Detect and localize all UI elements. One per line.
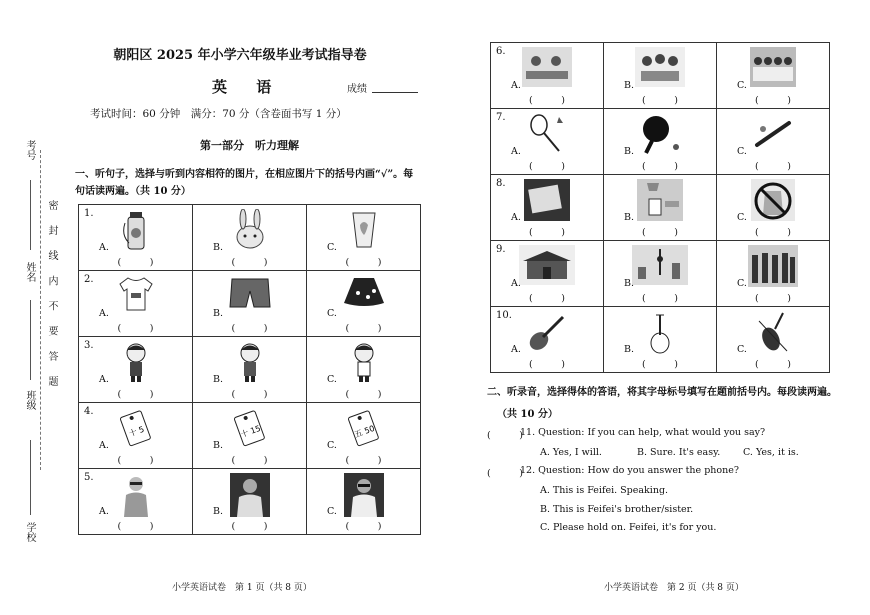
q3-c-answer[interactable]: ( ) xyxy=(345,389,382,400)
side-label-class: 班级 xyxy=(24,390,35,410)
side-label-kaohao: 考号 xyxy=(24,140,35,160)
q1-a-answer[interactable]: ( ) xyxy=(117,257,154,268)
section2-instruction: 二、听录音，选择得体的答语，将其字母标号填写在题前括号内。每段读两遍。 xyxy=(487,387,837,398)
q10-option-b: B. xyxy=(624,344,635,355)
q4-number: 4. xyxy=(84,406,94,417)
q7-c-answer[interactable]: ( ) xyxy=(755,161,791,172)
q5-a-answer[interactable]: ( ) xyxy=(117,521,154,532)
q2-option-c: C. xyxy=(327,308,337,319)
seal-line xyxy=(40,150,41,470)
q7-number: 7. xyxy=(496,112,506,123)
q10-option-c: C. xyxy=(737,344,747,355)
q11-option-b: B. Sure. It's easy. xyxy=(637,447,721,458)
man-photo-icon xyxy=(230,473,270,517)
q8-b-answer[interactable]: ( ) xyxy=(642,227,678,238)
q2-c-answer[interactable]: ( ) xyxy=(345,323,382,334)
subject-title: 英 语 xyxy=(212,78,284,96)
price-tag-icon xyxy=(344,407,384,447)
section2-points: （共 10 分） xyxy=(497,409,558,420)
no-plastic-bag-icon xyxy=(751,179,795,221)
q9-c-answer[interactable]: ( ) xyxy=(755,293,791,304)
q12-option-c: C. Please hold on. Feifei, it's for you. xyxy=(540,522,717,533)
q9-option-b: B. xyxy=(624,278,635,289)
q6-b-answer[interactable]: ( ) xyxy=(642,95,678,106)
school-line xyxy=(30,440,31,515)
q2-a-answer[interactable]: ( ) xyxy=(117,323,154,334)
q4-c-answer[interactable]: ( ) xyxy=(345,455,382,466)
baseball-bat-icon xyxy=(751,113,795,155)
class-line xyxy=(30,300,31,380)
q9-b-answer[interactable]: ( ) xyxy=(642,293,678,304)
q10-b-answer[interactable]: ( ) xyxy=(642,359,678,370)
score-label: 成绩 xyxy=(347,84,367,95)
right-footer: 小学英语试卷 第 2 页（共 8 页） xyxy=(604,583,744,593)
boy-cartoon-icon xyxy=(121,341,151,383)
q8-option-a: A. xyxy=(511,212,521,223)
ping-pong-paddle-icon xyxy=(638,113,682,155)
section1-instruction: 一、听句子，选择与听到内容相符的图片，在相应图片下的括号内画“√”。每句话读两遍。（共 10 分） xyxy=(75,169,414,197)
q4-option-c: C. xyxy=(327,440,337,451)
tiananmen-photo-icon xyxy=(519,245,575,285)
students-desk-photo-icon xyxy=(522,47,572,87)
q2-option-a: A. xyxy=(99,308,109,319)
q1-number: 1. xyxy=(84,208,94,219)
q2-b-answer[interactable]: ( ) xyxy=(231,323,268,334)
terracotta-warriors-photo-icon xyxy=(748,245,798,287)
boy-cartoon-icon xyxy=(235,341,265,383)
q3-number: 3. xyxy=(84,340,94,351)
q4-a-tag: 十 5 xyxy=(127,424,145,439)
students-line-photo-icon xyxy=(750,47,796,87)
q7-option-a: A. xyxy=(511,146,521,157)
left-footer: 小学英语试卷 第 1 页（共 8 页） xyxy=(172,583,312,593)
q5-option-b: B. xyxy=(213,506,224,517)
q11-option-a: A. Yes, I will. xyxy=(540,447,602,458)
pipa-icon xyxy=(645,311,675,355)
q9-option-a: A. xyxy=(511,278,521,289)
q3-b-answer[interactable]: ( ) xyxy=(231,389,268,400)
guitar-icon xyxy=(525,311,569,353)
side-label-school: 学校 xyxy=(24,522,35,542)
q3-a-answer[interactable]: ( ) xyxy=(117,389,154,400)
q1-c-answer[interactable]: ( ) xyxy=(345,257,382,268)
q4-option-a: A. xyxy=(99,440,109,451)
shorts-icon xyxy=(228,275,272,311)
q12-question: 12. Question: How do you answer the phone? xyxy=(520,465,739,476)
students-group-photo-icon xyxy=(635,47,685,87)
side-label-name: 姓名 xyxy=(24,262,35,282)
q5-c-answer[interactable]: ( ) xyxy=(345,521,382,532)
q11-option-c: C. Yes, it is. xyxy=(743,447,799,458)
q5-b-answer[interactable]: ( ) xyxy=(231,521,268,532)
score-blank[interactable] xyxy=(372,92,418,93)
q10-option-a: A. xyxy=(511,344,521,355)
seal-text: 密 封 线 内 不 要 答 题 xyxy=(46,200,57,393)
q5-number: 5. xyxy=(84,472,94,483)
q4-a-answer[interactable]: ( ) xyxy=(117,455,154,466)
price-tag-icon xyxy=(116,407,156,447)
boy-cartoon-icon xyxy=(349,341,379,383)
q9-number: 9. xyxy=(496,244,506,255)
part-heading: 第一部分 听力理解 xyxy=(200,139,299,152)
name-line xyxy=(30,180,31,250)
q7-option-c: C. xyxy=(737,146,747,157)
newspaper-photo-icon xyxy=(524,179,570,221)
q9-a-answer[interactable]: ( ) xyxy=(529,293,565,304)
q10-c-answer[interactable]: ( ) xyxy=(755,359,791,370)
exam-title: 朝阳区 2025 年小学六年级毕业考试指导卷 xyxy=(113,48,367,63)
city-skyline-photo-icon xyxy=(632,245,688,285)
q7-a-answer[interactable]: ( ) xyxy=(529,161,565,172)
man-glasses-photo-icon xyxy=(344,473,384,517)
q1-option-b: B. xyxy=(213,242,224,253)
listening-grid-right xyxy=(490,42,830,373)
cup-icon xyxy=(350,209,378,249)
q6-option-b: B. xyxy=(624,80,635,91)
q1-b-answer[interactable]: ( ) xyxy=(231,257,268,268)
q10-a-answer[interactable]: ( ) xyxy=(529,359,565,370)
q12-option-a: A. This is Feifei. Speaking. xyxy=(540,485,669,496)
q8-a-answer[interactable]: ( ) xyxy=(529,227,565,238)
q5-option-c: C. xyxy=(327,506,337,517)
q12-answer-paren[interactable]: ( ) xyxy=(487,468,523,479)
q4-option-b: B. xyxy=(213,440,224,451)
q6-option-c: C. xyxy=(737,80,747,91)
price-tag-icon xyxy=(230,407,270,447)
q8-option-b: B. xyxy=(624,212,635,223)
q1-option-c: C. xyxy=(327,242,337,253)
q2-option-b: B. xyxy=(213,308,224,319)
q3-option-c: C. xyxy=(327,374,337,385)
q8-c-answer[interactable]: ( ) xyxy=(755,227,791,238)
light-switch-icon xyxy=(637,179,683,221)
q3-option-b: B. xyxy=(213,374,224,385)
q1-option-a: A. xyxy=(99,242,109,253)
q6-number: 6. xyxy=(496,46,506,57)
q7-option-b: B. xyxy=(624,146,635,157)
q2-number: 2. xyxy=(84,274,94,285)
q3-option-a: A. xyxy=(99,374,109,385)
q4-b-answer[interactable]: ( ) xyxy=(231,455,268,466)
rabbit-toy-icon xyxy=(233,209,267,251)
q10-number: 10. xyxy=(496,310,512,321)
q6-a-answer[interactable]: ( ) xyxy=(529,95,565,106)
water-bottle-icon xyxy=(121,209,151,251)
exam-info: 考试时间：60 分钟 满分：70 分（含卷面书写 1 分） xyxy=(90,108,347,120)
q12-option-b: B. This is Feifei's brother/sister. xyxy=(540,504,694,515)
q6-option-a: A. xyxy=(511,80,521,91)
violin-icon xyxy=(753,311,793,355)
q11-answer-paren[interactable]: ( ) xyxy=(487,430,523,441)
q4-c-tag: 五 50 xyxy=(352,423,376,440)
q9-option-c: C. xyxy=(737,278,747,289)
t-shirt-icon xyxy=(116,275,156,313)
q7-b-answer[interactable]: ( ) xyxy=(642,161,678,172)
q5-option-a: A. xyxy=(99,506,109,517)
q6-c-answer[interactable]: ( ) xyxy=(755,95,791,106)
skirt-icon xyxy=(342,275,386,309)
badminton-racket-icon xyxy=(525,113,569,155)
q4-b-tag: 十 15 xyxy=(238,423,262,440)
q8-number: 8. xyxy=(496,178,506,189)
listening-grid-left xyxy=(78,204,421,535)
q8-option-c: C. xyxy=(737,212,747,223)
man-glasses-photo-icon xyxy=(119,473,153,517)
q11-question: 11. Question: If you can help, what would you say? xyxy=(520,427,766,438)
